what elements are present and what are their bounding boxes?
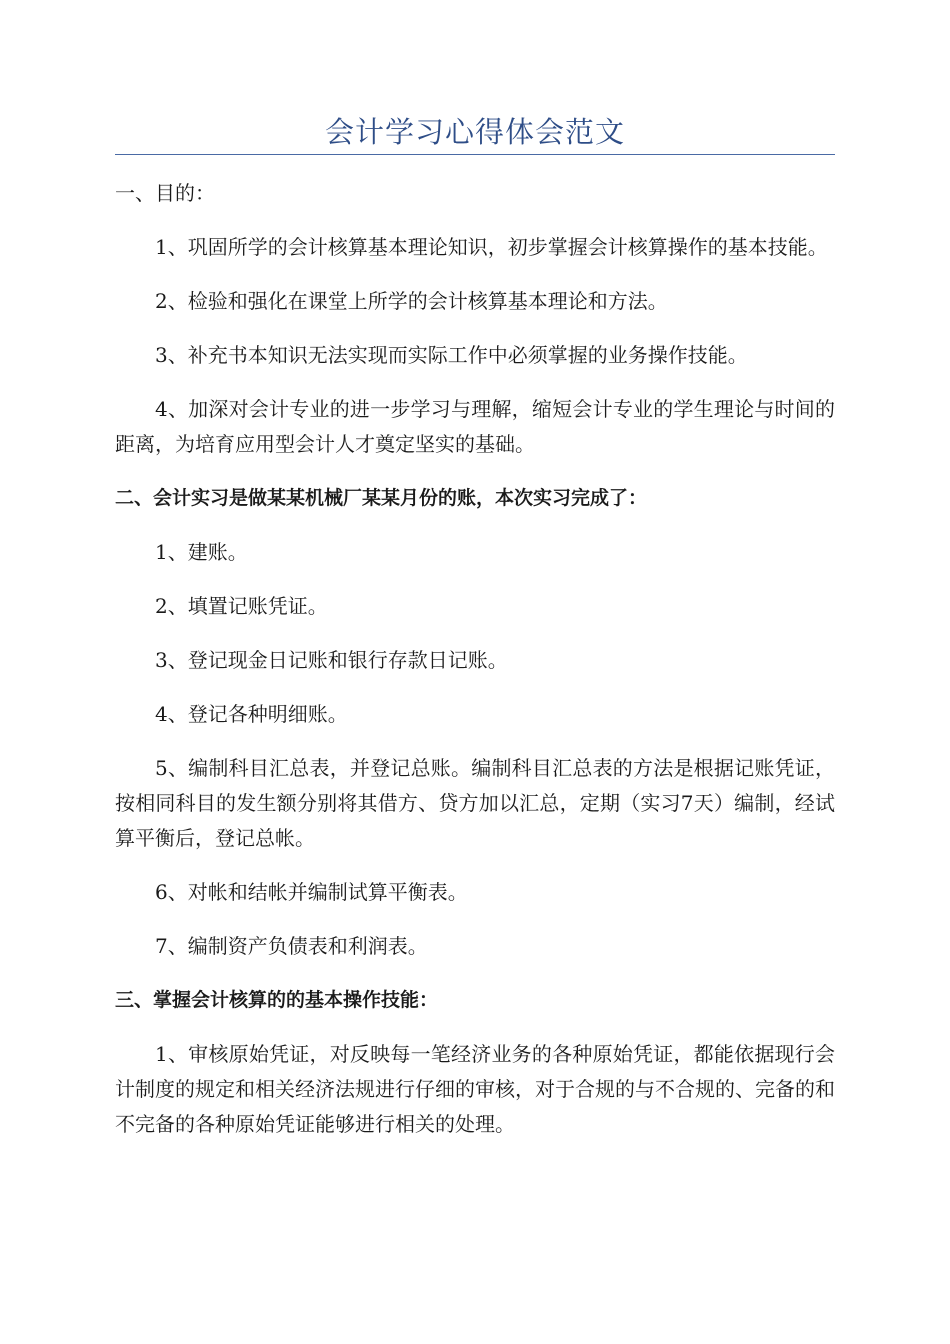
paragraph: 1、审核原始凭证，对反映每一笔经济业务的各种原始凭证，都能依据现行会计制度的规定和相关经济法规进行仔细的审核，对于合规的与不合规的、完备的和不完备的各种原始凭证能够进行相关的处理。 xyxy=(115,1042,835,1136)
section-heading-practice: 二、会计实习是做某某机械厂某某月份的账，本次实习完成了： xyxy=(115,487,648,509)
section-heading-purpose: 一、目的： xyxy=(115,181,215,205)
paragraph: 1、建账。 xyxy=(155,540,248,564)
paragraph: 1、巩固所学的会计核算基本理论知识，初步掌握会计核算操作的基本技能。 xyxy=(155,235,828,259)
paragraph: 4、加深对会计专业的进一步学习与理解，缩短会计专业的学生理论与时间的距离，为培育应用型会计人才奠定坚实的基础。 xyxy=(115,397,835,456)
paragraph: 3、补充书本知识无法实现而实际工作中必须掌握的业务操作技能。 xyxy=(155,343,748,367)
paragraph: 3、登记现金日记账和银行存款日记账。 xyxy=(155,648,508,672)
paragraph: 7、编制资产负债表和利润表。 xyxy=(155,934,428,958)
paragraph: 6、对帐和结帐并编制试算平衡表。 xyxy=(155,880,468,904)
paragraph: 2、填置记账凭证。 xyxy=(155,594,328,618)
title-divider xyxy=(115,154,835,155)
paragraph: 2、检验和强化在课堂上所学的会计核算基本理论和方法。 xyxy=(155,289,668,313)
document-title: 会计学习心得体会范文 xyxy=(324,115,625,149)
section-heading-skills: 三、掌握会计核算的的基本操作技能： xyxy=(115,989,439,1011)
paragraph: 4、登记各种明细账。 xyxy=(155,702,348,726)
document-body xyxy=(115,176,835,1161)
paragraph: 5、编制科目汇总表，并登记总账。编制科目汇总表的方法是根据记账凭证，按相同科目的发生额分别将其借方、贷方加以汇总，定期（实习7天）编制，经试算平衡后，登记总帐。 xyxy=(115,756,835,850)
